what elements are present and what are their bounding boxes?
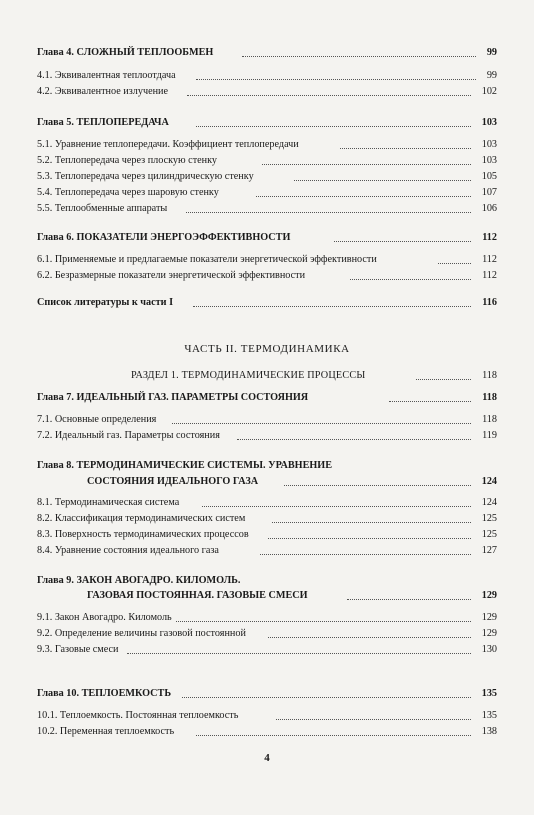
toc-page: 127 xyxy=(481,545,497,556)
dot-leader xyxy=(350,279,471,280)
dot-leader xyxy=(340,148,471,149)
toc-entry xyxy=(0,270,534,282)
dot-leader xyxy=(294,180,471,181)
toc-page: 130 xyxy=(481,644,497,655)
page-number: 4 xyxy=(264,752,270,764)
dot-leader xyxy=(242,56,476,57)
toc-entry xyxy=(0,254,534,266)
toc-entry xyxy=(0,155,534,167)
toc-page: 102 xyxy=(481,86,497,97)
toc-label: Глава 5. ТЕПЛОПЕРЕДАЧА xyxy=(37,117,169,128)
dot-leader xyxy=(272,522,471,523)
toc-label: 9.1. Закон Авогадро. Киломоль xyxy=(37,612,172,623)
toc-label: Глава 6. ПОКАЗАТЕЛИ ЭНЕРГОЭФФЕКТИВНОСТИ xyxy=(37,232,291,243)
toc-entry xyxy=(0,628,534,640)
toc-label: 7.2. Идеальный газ. Параметры состояния xyxy=(37,430,220,441)
toc-label: 7.1. Основные определения xyxy=(37,414,157,425)
dot-leader xyxy=(334,241,471,242)
toc-label: Глава 9. ЗАКОН АВОГАДРО. КИЛОМОЛЬ. xyxy=(37,575,241,586)
dot-leader xyxy=(268,538,471,539)
dot-leader xyxy=(172,423,471,424)
toc-page: 125 xyxy=(481,513,497,524)
toc-entry xyxy=(0,203,534,215)
toc-label: 8.4. Уравнение состояния идеального газа xyxy=(37,545,219,556)
toc-page: 99 xyxy=(486,70,497,81)
dot-leader xyxy=(268,637,471,638)
toc-label: 8.2. Классификация термодинамических систем xyxy=(37,513,246,524)
toc-page: 103 xyxy=(481,155,497,166)
toc-label: 10.2. Переменная теплоемкость xyxy=(37,726,175,737)
dot-leader xyxy=(284,485,471,486)
toc-page: 112 xyxy=(482,232,497,243)
toc-label: СОСТОЯНИЯ ИДЕАЛЬНОГО ГАЗА xyxy=(87,476,259,487)
toc-label: 9.2. Определение величины газовой постоянной xyxy=(37,628,246,639)
dot-leader xyxy=(193,306,471,307)
dot-leader xyxy=(187,95,471,96)
dot-leader xyxy=(182,697,471,698)
toc-page: 116 xyxy=(482,297,497,308)
toc-entry xyxy=(0,232,534,244)
toc-label: 8.3. Поверхность термодинамических процессов xyxy=(37,529,249,540)
toc-label: Глава 4. СЛОЖНЫЙ ТЕПЛООБМЕН xyxy=(37,47,214,58)
toc-page: 124 xyxy=(481,476,497,487)
toc-entry xyxy=(0,726,534,738)
toc-label: Глава 7. ИДЕАЛЬНЫЙ ГАЗ. ПАРАМЕТРЫ СОСТОЯНИЯ xyxy=(37,392,309,403)
toc-entry xyxy=(0,70,534,82)
dot-leader xyxy=(196,735,471,736)
toc-label: РАЗДЕЛ 1. ТЕРМОДИНАМИЧЕСКИЕ ПРОЦЕССЫ xyxy=(131,370,366,381)
dot-leader xyxy=(438,263,471,264)
toc-label: Глава 8. ТЕРМОДИНАМИЧЕСКИЕ СИСТЕМЫ. УРАВНЕНИЕ xyxy=(37,460,333,471)
toc-page: 125 xyxy=(481,529,497,540)
toc-entry xyxy=(0,460,534,472)
toc-label: 5.4. Теплопередача через шаровую стенку xyxy=(37,187,219,198)
toc-label: 6.2. Безразмерные показатели энергетической эффективности xyxy=(37,270,306,281)
toc-page: 118 xyxy=(482,370,497,381)
toc-page: 135 xyxy=(481,688,497,699)
toc-entry xyxy=(0,545,534,557)
dot-leader xyxy=(196,79,476,80)
toc-page: 99 xyxy=(486,47,497,58)
toc-page: 106 xyxy=(481,203,497,214)
dot-leader xyxy=(176,621,471,622)
toc-page: 103 xyxy=(481,139,497,150)
toc-page: 129 xyxy=(481,590,497,601)
toc-label: 8.1. Термодинамическая система xyxy=(37,497,180,508)
toc-label: 5.2. Теплопередача через плоскую стенку xyxy=(37,155,218,166)
dot-leader xyxy=(389,401,471,402)
toc-page: 103 xyxy=(481,117,497,128)
toc-label: Список литературы к части I xyxy=(37,297,174,308)
dot-leader xyxy=(262,164,471,165)
toc-entry xyxy=(0,414,534,426)
toc-label: 4.2. Эквивалентное излучение xyxy=(37,86,169,97)
toc-label: 5.1. Уравнение теплопередачи. Коэффициент теплопередачи xyxy=(37,139,299,150)
toc-label: 5.5. Теплообменные аппараты xyxy=(37,203,168,214)
toc-label: 5.3. Теплопередача через цилиндрическую стенку xyxy=(37,171,254,182)
toc-page: 105 xyxy=(481,171,497,182)
toc-entry xyxy=(0,476,534,488)
toc-entry xyxy=(0,297,534,309)
toc-page: 135 xyxy=(481,710,497,721)
toc-entry xyxy=(0,430,534,442)
toc-page: 129 xyxy=(481,612,497,623)
toc-page: 129 xyxy=(481,628,497,639)
toc-entry xyxy=(0,513,534,525)
toc-entry xyxy=(0,370,534,382)
toc-entry xyxy=(0,117,534,129)
toc-entry xyxy=(0,187,534,199)
toc-entry xyxy=(0,529,534,541)
dot-leader xyxy=(276,719,471,720)
toc-entry xyxy=(0,688,534,700)
toc-label: Глава 10. ТЕПЛОЕМКОСТЬ xyxy=(37,688,172,699)
toc-page: 118 xyxy=(482,414,497,425)
toc-entry xyxy=(0,139,534,151)
dot-leader xyxy=(347,599,471,600)
toc-entry xyxy=(0,710,534,722)
dot-leader xyxy=(256,196,471,197)
toc-page: 112 xyxy=(482,254,497,265)
dot-leader xyxy=(186,212,471,213)
toc-entry xyxy=(0,497,534,509)
toc-entry xyxy=(0,612,534,624)
toc-entry xyxy=(0,590,534,602)
toc-page: 118 xyxy=(482,392,497,403)
toc-page: 138 xyxy=(481,726,497,737)
toc-label: 6.1. Применяемые и предлагаемые показатели энергетической эффективности xyxy=(37,254,377,265)
dot-leader xyxy=(416,379,471,380)
toc-entry xyxy=(0,86,534,98)
toc-page: 124 xyxy=(481,497,497,508)
toc-label: 10.1. Теплоемкость. Постоянная теплоемкость xyxy=(37,710,239,721)
dot-leader xyxy=(127,653,471,654)
dot-leader xyxy=(237,439,471,440)
dot-leader xyxy=(260,554,471,555)
toc-entry xyxy=(0,47,534,59)
toc-entry xyxy=(0,392,534,404)
toc-entry xyxy=(0,575,534,587)
toc-label: 4.1. Эквивалентная теплоотдача xyxy=(37,70,176,81)
toc-page: 112 xyxy=(482,270,497,281)
toc-label: 9.3. Газовые смеси xyxy=(37,644,119,655)
dot-leader xyxy=(202,506,471,507)
part-heading: ЧАСТЬ II. ТЕРМОДИНАМИКА xyxy=(184,343,350,355)
toc-entry xyxy=(0,171,534,183)
toc-page: 107 xyxy=(481,187,497,198)
toc-page: 119 xyxy=(482,430,497,441)
dot-leader xyxy=(196,126,471,127)
toc-label: ГАЗОВАЯ ПОСТОЯННАЯ. ГАЗОВЫЕ СМЕСИ xyxy=(87,590,308,601)
toc-entry xyxy=(0,644,534,656)
